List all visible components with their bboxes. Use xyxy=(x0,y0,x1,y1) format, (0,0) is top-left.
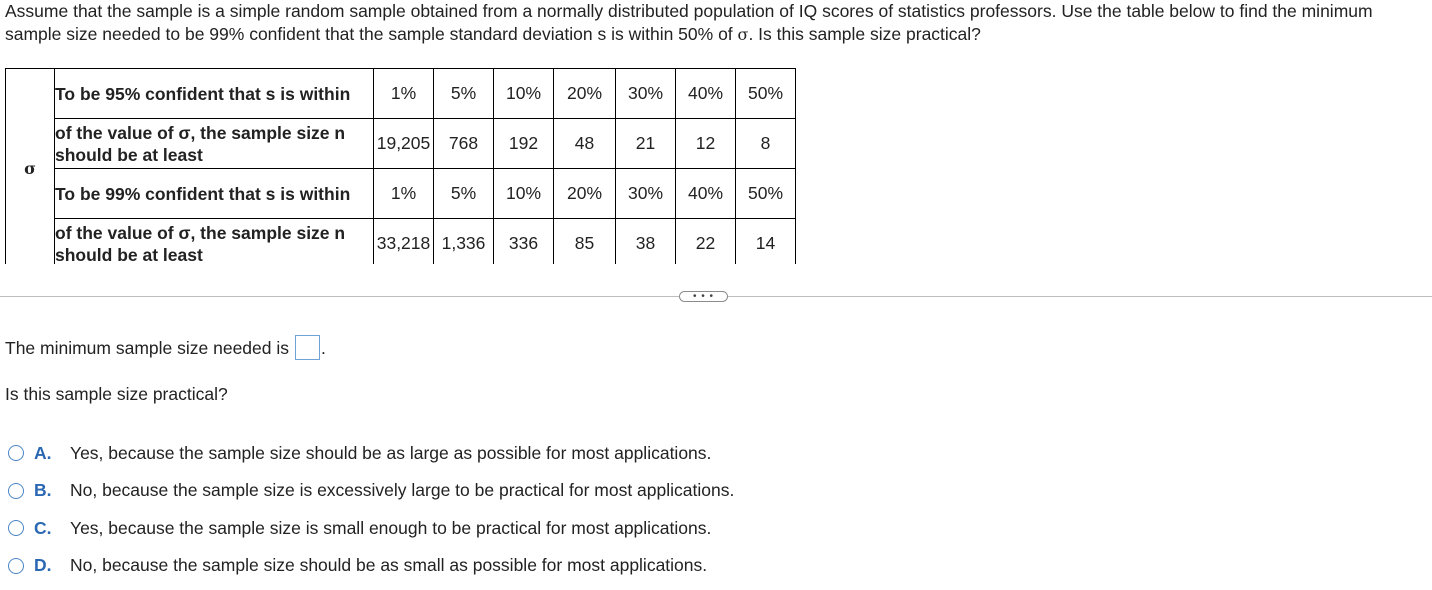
option-letter: B. xyxy=(34,480,52,500)
table-cell: 21 xyxy=(616,119,676,169)
row-label: of the value of σ, the sample size n should be at least xyxy=(55,119,374,169)
table-row xyxy=(6,69,796,119)
table-cell: 30% xyxy=(616,169,676,219)
sigma-symbol: σ xyxy=(737,25,749,44)
table-row xyxy=(6,169,796,219)
option-letter: C. xyxy=(34,517,52,538)
table-row xyxy=(6,119,796,169)
row-label: of the value of σ, the sample size n should be at least xyxy=(55,219,374,265)
option-text: Yes, because the sample size should be as large as possible for most applications. xyxy=(70,442,712,463)
table-cell: 85 xyxy=(554,219,616,265)
table-cell: 1% xyxy=(374,169,434,219)
table-cell: 22 xyxy=(676,219,736,265)
option-letter: D. xyxy=(34,555,52,575)
table-cell: 19,205 xyxy=(374,119,434,169)
row-label: To be 99% confident that s is within xyxy=(55,169,374,219)
row-label: To be 95% confident that s is within xyxy=(55,69,374,119)
table-row xyxy=(6,219,796,265)
sample-size-table xyxy=(5,68,796,264)
table-cell: 20% xyxy=(554,69,616,119)
option-a[interactable] xyxy=(8,440,734,466)
answer-suffix: . xyxy=(321,337,326,358)
table-cell: 1% xyxy=(374,69,434,119)
radio-button-icon[interactable] xyxy=(8,483,24,499)
practical-question: Is this sample size practical? xyxy=(5,384,228,404)
table-cell: 50% xyxy=(736,169,796,219)
option-letter: A. xyxy=(34,442,52,463)
table-cell: 48 xyxy=(554,119,616,169)
table-cell: 12 xyxy=(676,119,736,169)
radio-button-icon[interactable] xyxy=(8,558,24,574)
table-cell: 30% xyxy=(616,69,676,119)
table-cell: 14 xyxy=(736,219,796,265)
table-cell: 33,218 xyxy=(374,219,434,265)
table-cell: 192 xyxy=(494,119,554,169)
table-cell: 336 xyxy=(494,219,554,265)
table-cell: 40% xyxy=(676,169,736,219)
table-cell: 10% xyxy=(494,69,554,119)
table-cell: 10% xyxy=(494,169,554,219)
question-text-part2: . Is this sample size practical? xyxy=(748,24,981,44)
option-text: Yes, because the sample size is small enough to be practical for most applications. xyxy=(70,517,712,538)
table-cell: 5% xyxy=(434,69,494,119)
option-c[interactable] xyxy=(8,515,734,541)
table-cell: 8 xyxy=(736,119,796,169)
expand-more-button[interactable]: • • • xyxy=(679,291,728,302)
table-cell: 768 xyxy=(434,119,494,169)
sample-size-table-container xyxy=(5,68,797,264)
table-cell: 38 xyxy=(616,219,676,265)
option-b[interactable] xyxy=(8,478,734,504)
table-cell: 50% xyxy=(736,69,796,119)
answer-line xyxy=(5,335,326,360)
table-cell: 1,336 xyxy=(434,219,494,265)
answer-prompt: The minimum sample size needed is xyxy=(5,337,290,358)
sample-size-input[interactable] xyxy=(295,335,320,360)
sigma-cell: σ xyxy=(6,69,55,265)
table-cell: 20% xyxy=(554,169,616,219)
radio-button-icon[interactable] xyxy=(8,520,24,536)
option-text: No, because the sample size is excessively large to be practical for most applications. xyxy=(70,480,735,500)
option-d[interactable] xyxy=(8,553,734,579)
table-cell: 40% xyxy=(676,69,736,119)
question-text-part1: Assume that the sample is a simple random sample obtained from a normally distributed population of IQ scores of statistics professors. Use the table below to find the minimum sample size needed to be 99% confident that the sample standard deviation s is within 50% of xyxy=(5,1,1373,44)
question-text xyxy=(5,0,1425,46)
radio-button-icon[interactable] xyxy=(8,445,24,461)
option-text: No, because the sample size should be as small as possible for most applications. xyxy=(70,555,708,575)
answer-options xyxy=(8,440,734,590)
table-cell: 5% xyxy=(434,169,494,219)
